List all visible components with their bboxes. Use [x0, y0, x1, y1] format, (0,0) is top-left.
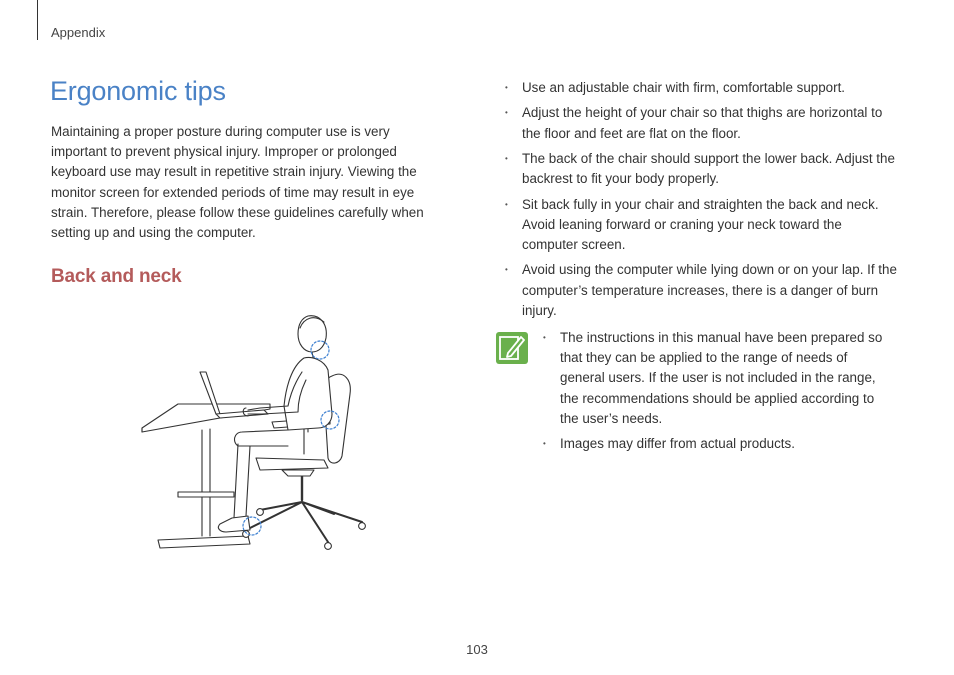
list-item: • Avoid using the computer while lying down or on your lap. If the computer’s temperature increases, there is a danger of burn injury. — [505, 260, 897, 321]
subheading-back-and-neck: Back and neck — [51, 266, 182, 287]
list-item: • Use an adjustable chair with firm, comfortable support. — [505, 78, 897, 98]
list-item: • The instructions in this manual have been prepared so that they can be applied to the range of needs of general users. If the user is not included in the range, the recommendations should be applied according to the user’s needs. — [543, 328, 895, 429]
note-pencil-icon — [495, 331, 529, 365]
intro-paragraph: Maintaining a proper posture during computer use is very important to prevent physical injury. Improper or prolonged keyboard use may result in repetitive strain injury. Viewing the monitor screen for extended periods of time may result in eye strain. Therefore, please follow these guidelines carefully when setting up and using the computer. — [51, 124, 424, 241]
list-item: • Sit back fully in your chair and straighten the back and neck. Avoid leaning forward or craning your neck toward the computer screen. — [505, 195, 897, 256]
section-label: Appendix — [51, 25, 106, 40]
list-item: • Adjust the height of your chair so that thighs are horizontal to the floor and feet are flat on the floor. — [505, 103, 897, 143]
notes-list — [543, 328, 895, 460]
page-title: Ergonomic tips — [50, 76, 226, 106]
list-item: • The back of the chair should support the lower back. Adjust the backrest to fit your body properly. — [505, 149, 897, 189]
list-item: • Images may differ from actual products. — [543, 434, 895, 454]
seated-posture-illustration — [138, 310, 374, 554]
tips-list — [505, 78, 897, 326]
page-number: 103 — [466, 642, 488, 657]
margin-rule — [37, 0, 38, 40]
